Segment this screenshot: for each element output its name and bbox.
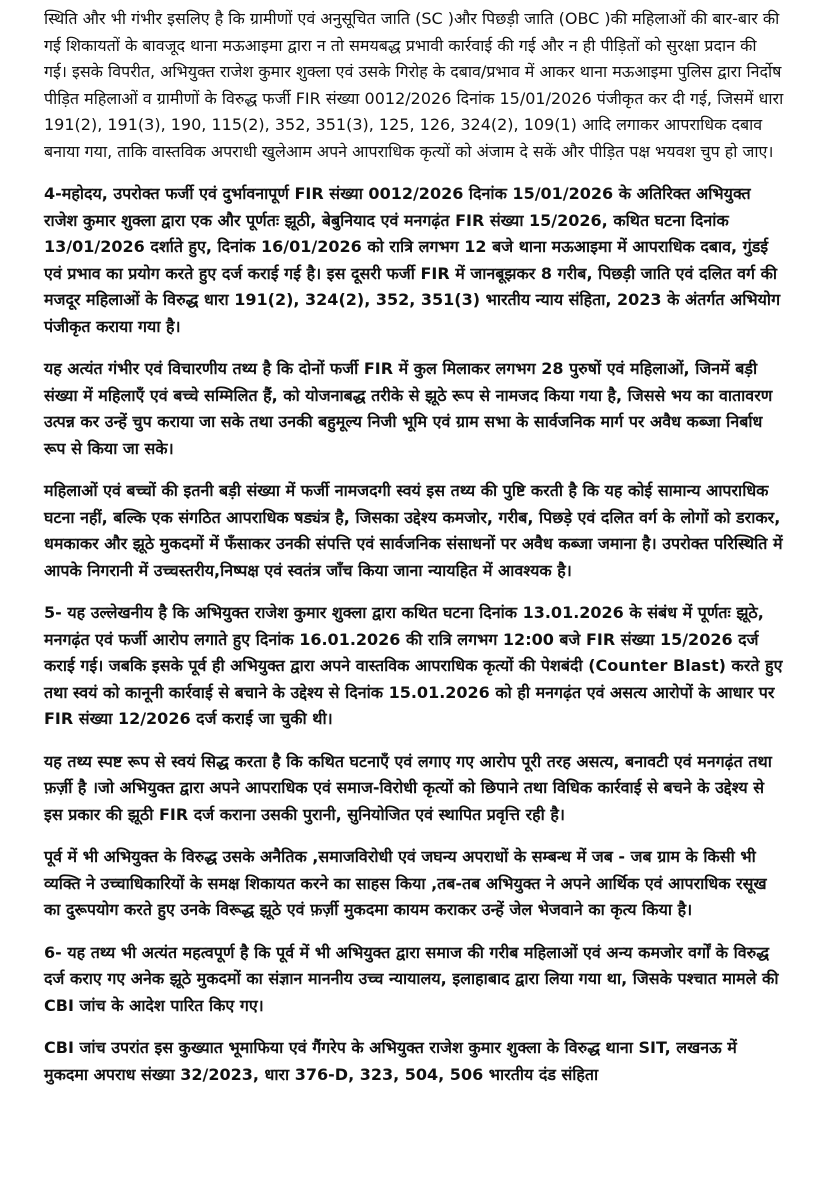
paragraph-point-4: 4-महोदय, उपरोक्त फर्जी एवं दुर्भावनापूर्ण FIR संख्या 0012/2026 दिनांक 15/01/2026 के अतिरिक्त अभियुक्त राजेश कुमार शुक्ला द्वारा एक और पूर्णतः झूठी, बेबुनियाद एवं मनगढ़ंत FIR संख्या 15/2026, कथित घटना दिनांक 13/01/2026 दर्शाते हुए, दिनांक 16/01/2026 को रात्रि लगभग 12 बजे थाना मऊआइमा में आपराधिक दबाव, गुंडई एवं प्रभाव का प्रयोग करते हुए दर्ज कराई गई है। इस दूसरी फर्जी FIR में जानबूझकर 8 गरीब, पिछड़ी जाति एवं दलित वर्ग की मजदूर महिलाओं के विरुद्ध धारा 191(2), 324(2), 352, 351(3) भारतीय न्याय संहिता, 2023 के अंतर्गत अभियोग पंजीकृत कराया गया है।	[44, 184, 781, 336]
paragraph-point-5: 5- यह उल्लेखनीय है कि अभियुक्त राजेश कुमार शुक्ला द्वारा कथित घटना दिनांक 13.01.2026 के संबंध में पूर्णतः झूठे, मनगढ़ंत एवं फर्जी आरोप लगाते हुए दिनांक 16.01.2026 की रात्रि लगभग 12:00 बजे FIR संख्या 15/2026 दर्ज कराई गई। जबकि इसके पूर्व ही अभियुक्त द्वारा अपने वास्तविक आपराधिक कृत्यों की पेशबंदी (Counter Blast) करते हुए तथा स्वयं को कानूनी कार्रवाई से बचाने के उद्देश्य से दिनांक 15.01.2026 को ही मनगढ़ंत एवं असत्य आरोपों के आधार पर FIR संख्या 12/2026 दर्ज कराई जा चुकी थी।	[44, 603, 783, 728]
paragraph-fabricated-charges: यह तथ्य स्पष्ट रूप से स्वयं सिद्ध करता है कि कथित घटनाएँ एवं लगाए गए आरोप पूरी तरह असत्य, बनावटी एवं मनगढ़ंत तथा फ़र्ज़ी है ।जो अभियुक्त द्वारा अपने आपराधिक एवं समाज-विरोधी कृत्यों को छिपाने तथा विधिक कार्रवाई से बचने के उद्देश्य से इस प्रकार की झूठी FIR दर्ज कराना उसकी पुरानी, सुनियोजित एवं स्थापित प्रवृत्ति रही है।	[44, 751, 772, 824]
paragraph-past-conduct: पूर्व में भी अभियुक्त के विरुद्ध उसके अनैतिक ,समाजविरोधी एवं जघन्य अपराधों के सम्बन्ध में जब - जब ग्राम के किसी भी व्यक्ति ने उच्चाधिकारियों के समक्ष शिकायत करने का साहस किया ,तब-तब अभियुक्त ने अपने आर्थिक एवं आपराधिक रसूख का दुरूपयोग करते हुए उनके विरूद्ध झूठे एवं फ़र्ज़ी मुकदमा कायम कराकर उन्हें जेल भेजवाने का कृत्य किया है।	[44, 847, 767, 919]
paragraph-point-6: 6- यह तथ्य भी अत्यंत महत्वपूर्ण है कि पूर्व में भी अभियुक्त द्वारा समाज की गरीब महिलाओं एवं अन्य कमजोर वर्गों के विरुद्ध दर्ज कराए गए अनेक झूठे मुकदमों का संज्ञान माननीय उच्च न्यायालय, इलाहाबाद द्वारा लिया गया था, जिसके पश्चात मामले की CBI जांच के आदेश पारित किए गए।	[44, 942, 779, 1015]
paragraph-false-fir-count: यह अत्यंत गंभीर एवं विचारणीय तथ्य है कि दोनों फर्जी FIR में कुल मिलाकर लगभग 28 पुरुषों एवं महिलाओं, जिनमें बड़ी संख्या में महिलाएँ एवं बच्चे सम्मिलित हैं, को योजनाबद्ध तरीके से झूठे रूप से नामजद किया गया है, जिससे भय का वातावरण उत्पन्न कर उन्हें चुप कराया जा सके तथा उनकी बहुमूल्य निजी भूमि एवं ग्राम सभा के सार्वजनिक मार्ग पर अवैध कब्जा निर्बाध रूप से किया जा सके।	[44, 359, 773, 458]
document-page	[44, 6, 784, 1104]
paragraph-intro: स्थिति और भी गंभीर इसलिए है कि ग्रामीणों एवं अनुसूचित जाति (SC )और पिछड़ी जाति (OBC )की महिलाओं की बार-बार की गई शिकायतों के बावजूद थाना मऊआइमा द्वारा न तो समयबद्ध प्रभावी कार्रवाई की गई और न ही पीड़ितों को सुरक्षा प्रदान की गई। इसके विपरीत, अभियुक्त राजेश कुमार शुक्ला एवं उसके गिरोह के दबाव/प्रभाव में आकर थाना मऊआइमा पुलिस द्वारा निर्दोष पीड़ित महिलाओं व ग्रामीणों के विरुद्ध फर्जी FIR संख्या 0012/2026 दिनांक 15/01/2026 पंजीकृत कर दी गई, जिसमें धारा 191(2), 191(3), 190, 115(2), 352, 351(3), 125, 126, 324(2), 109(1) आदि लगाकर आपराधिक दबाव बनाया गया, ताकि वास्तविक अपराधी खुलेआम अपने आपराधिक कृत्यों को अंजाम दे सकें और पीड़ित पक्ष भयवश चुप हो जाए।	[44, 9, 784, 161]
paragraph-cbi-investigation: CBI जांच उपरांत इस कुख्यात भूमाफिया एवं गैंगरेप के अभियुक्त राजेश कुमार शुक्ला के विरुद्ध थाना SIT, लखनऊ में मुकदमा अपराध संख्या 32/2023, धारा 376-D, 323, 504, 506 भारतीय दंड संहिता	[44, 1038, 737, 1084]
paragraph-conspiracy: महिलाओं एवं बच्चों की इतनी बड़ी संख्या में फर्जी नामजदगी स्वयं इस तथ्य की पुष्टि करती है कि यह कोई सामान्य आपराधिक घटना नहीं, बल्कि एक संगठित आपराधिक षड्यंत्र है, जिसका उद्देश्य कमजोर, गरीब, पिछड़े एवं दलित वर्ग के लोगों को डराकर, धमकाकर और झूठे मुकदमों में फँसाकर उनकी संपत्ति एवं सार्वजनिक संसाधनों पर अवैध कब्जा जमाना है। उपरोक्त परिस्थिति में आपके निगरानी में उच्चस्तरीय,निष्पक्ष एवं स्वतंत्र जाँच किया जाना न्यायहित में आवश्यक है।	[44, 481, 783, 580]
